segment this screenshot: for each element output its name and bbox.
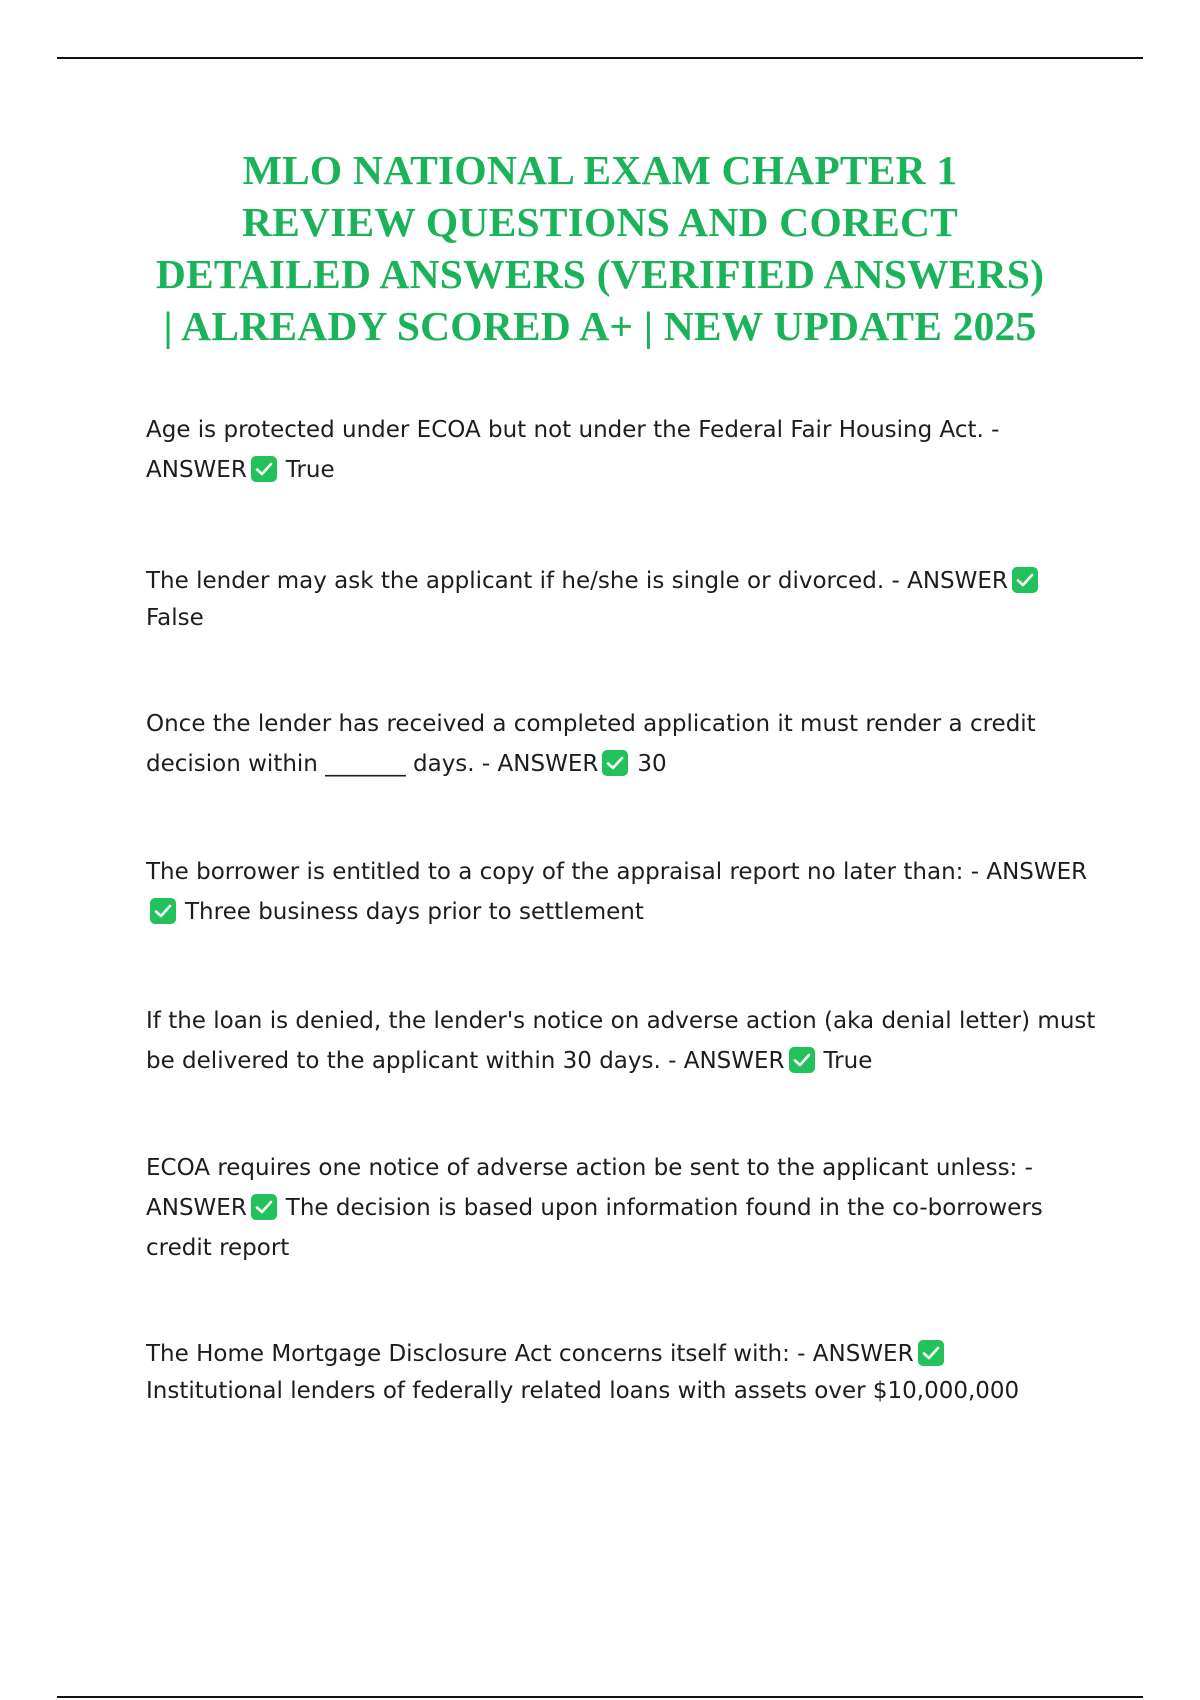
qa-item (146, 563, 1096, 637)
answer-marker: - ANSWER (146, 417, 1000, 483)
qa-item (146, 1001, 1096, 1081)
title-line: REVIEW QUESTIONS AND CORECT (241, 199, 959, 245)
check-mark-icon (918, 1340, 944, 1366)
qa-item (146, 1148, 1096, 1268)
check-mark-icon (251, 456, 277, 482)
check-mark-icon (602, 750, 628, 776)
question-text: The lender may ask the applicant if he/she is single or divorced. (146, 568, 885, 594)
top-rule (57, 57, 1143, 59)
bottom-rule (57, 1696, 1143, 1698)
question-text: If the loan is denied, the lender's notice on adverse action (aka denial letter) must be delivered to the applicant within 30 days. (146, 1008, 1096, 1074)
answer-marker: - ANSWER (970, 859, 1088, 885)
title-line: MLO NATIONAL EXAM CHAPTER 1 (242, 147, 958, 193)
answer-marker: - ANSWER (891, 568, 1008, 594)
answer-text: 30 (637, 751, 667, 777)
question-text: ECOA requires one notice of adverse action be sent to the applicant unless: (146, 1155, 1018, 1181)
question-text: The borrower is entitled to a copy of the appraisal report no later than: (146, 859, 964, 885)
answer-text: True (285, 457, 335, 483)
qa-item (146, 852, 1096, 932)
question-text: Age is protected under ECOA but not under the Federal Fair Housing Act. (146, 417, 984, 443)
answer-marker: - ANSWER (146, 1155, 1033, 1221)
answer-marker: - ANSWER (481, 751, 599, 777)
answer-text: False (146, 605, 204, 631)
answer-marker: - ANSWER (797, 1341, 914, 1367)
answer-text: Three business days prior to settlement (185, 899, 644, 925)
answer-text: True (823, 1048, 873, 1074)
answer-text: The decision is based upon information found in the co-borrowers credit report (146, 1195, 1043, 1261)
document-title (100, 144, 1100, 352)
answer-text: Institutional lenders of federally related loans with assets over $10,000,000 (146, 1378, 1020, 1404)
qa-item (146, 410, 1096, 490)
qa-item (146, 704, 1096, 784)
title-line: | ALREADY SCORED A+ | NEW UPDATE 2025 (163, 303, 1037, 349)
answer-marker: - ANSWER (668, 1048, 785, 1074)
check-mark-icon (150, 898, 176, 924)
check-mark-icon (789, 1047, 815, 1073)
title-line: DETAILED ANSWERS (VERIFIED ANSWERS) (155, 251, 1045, 297)
qa-item (146, 1336, 1096, 1410)
question-text: The Home Mortgage Disclosure Act concerns itself with: (146, 1341, 790, 1367)
check-mark-icon (251, 1194, 277, 1220)
question-text: Once the lender has received a completed application it must render a credit decision within _______ days. (146, 711, 1036, 777)
check-mark-icon (1012, 567, 1038, 593)
